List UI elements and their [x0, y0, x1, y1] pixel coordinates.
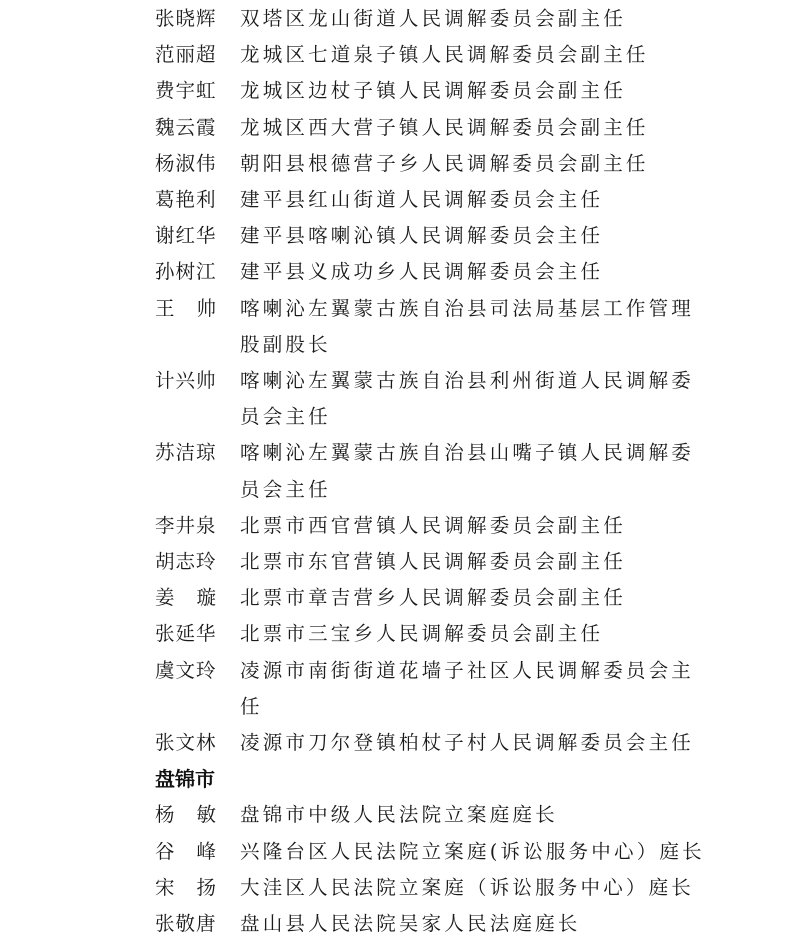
person-name — [155, 870, 217, 906]
person-name-char: 谷 — [155, 839, 176, 863]
list-item — [155, 616, 715, 652]
person-name-char: 宋 — [155, 875, 176, 899]
list-item — [155, 435, 715, 507]
person-name: 张延华 — [155, 622, 217, 646]
person-title: 兴隆台区人民法院立案庭(诉讼服务中心）庭长 — [240, 839, 705, 863]
person-title: 喀喇沁左翼蒙古族自治县山嘴子镇人民调解委员会主任 — [240, 441, 695, 501]
person-name: 胡志玲 — [155, 550, 217, 574]
person-title: 大洼区人民法院立案庭（诉讼服务中心）庭长 — [240, 875, 695, 899]
person-name: 李井泉 — [155, 513, 217, 537]
list-item — [155, 37, 715, 73]
person-name: 葛艳利 — [155, 188, 217, 212]
list-item — [155, 870, 715, 906]
person-name — [155, 580, 217, 616]
person-name-char: 姜 — [155, 586, 176, 610]
person-name: 范丽超 — [155, 43, 217, 67]
list-item — [155, 725, 715, 761]
list-item — [155, 544, 715, 580]
person-name: 张晓辉 — [155, 7, 217, 30]
person-name — [155, 834, 217, 870]
person-title: 北票市章吉营乡人民调解委员会副主任 — [240, 586, 626, 610]
person-name-char: 峰 — [196, 839, 217, 863]
person-title: 建平县义成功乡人民调解委员会主任 — [240, 260, 604, 284]
person-title: 双塔区龙山街道人民调解委员会副主任 — [240, 7, 626, 30]
list-item — [155, 1, 715, 37]
person-name: 计兴帅 — [155, 369, 217, 393]
person-title: 北票市东官营镇人民调解委员会副主任 — [240, 550, 626, 574]
list-item — [155, 906, 715, 942]
list-item — [155, 254, 715, 290]
person-name-char: 敏 — [196, 803, 217, 827]
person-name-char: 扬 — [196, 875, 217, 899]
person-title: 北票市西官营镇人民调解委员会副主任 — [240, 513, 626, 537]
person-name-char: 杨 — [155, 803, 176, 827]
list-item — [155, 834, 715, 870]
list-item — [155, 291, 715, 363]
person-name: 苏洁琼 — [155, 441, 217, 465]
person-title: 龙城区边杖子镇人民调解委员会副主任 — [240, 79, 626, 103]
person-name — [155, 797, 217, 833]
person-name: 费宇虹 — [155, 79, 217, 103]
person-title: 盘山县人民法院吴家人民法庭庭长 — [240, 912, 581, 936]
person-title: 凌源市刀尔登镇柏杖子村人民调解委员会主任 — [240, 731, 695, 755]
list-item — [155, 110, 715, 146]
list-item — [155, 73, 715, 109]
person-title: 建平县红山街道人民调解委员会主任 — [240, 188, 604, 212]
person-name: 谢红华 — [155, 224, 217, 248]
list-item — [155, 653, 715, 725]
person-name: 孙树江 — [155, 260, 217, 284]
person-name: 魏云霞 — [155, 115, 217, 139]
person-name: 杨淑伟 — [155, 151, 217, 175]
list-item — [155, 182, 715, 218]
person-title: 盘锦市中级人民法院立案庭庭长 — [240, 803, 558, 827]
list-item — [155, 508, 715, 544]
person-name — [155, 291, 217, 327]
person-name-char: 璇 — [196, 586, 217, 610]
person-name: 虞文玲 — [155, 658, 217, 682]
section-heading: 盘锦市 — [155, 767, 215, 792]
list-item — [155, 797, 715, 833]
list-item — [155, 146, 715, 182]
person-title: 建平县喀喇沁镇人民调解委员会主任 — [240, 224, 604, 248]
person-name: 张文林 — [155, 731, 217, 755]
person-name: 张敬唐 — [155, 912, 217, 936]
person-title: 朝阳县根德营子乡人民调解委员会副主任 — [240, 151, 649, 175]
person-title: 喀喇沁左翼蒙古族自治县司法局基层工作管理股副股长 — [240, 296, 695, 356]
person-title: 凌源市南街街道花墙子社区人民调解委员会主任 — [240, 658, 695, 718]
document-page — [155, 1, 715, 942]
list-item — [155, 218, 715, 254]
person-name-char: 王 — [155, 296, 176, 320]
list-item — [155, 580, 715, 616]
person-title: 龙城区西大营子镇人民调解委员会副主任 — [240, 115, 649, 139]
person-name-char: 帅 — [196, 296, 217, 320]
person-title: 龙城区七道泉子镇人民调解委员会副主任 — [240, 43, 649, 67]
person-title: 北票市三宝乡人民调解委员会副主任 — [240, 622, 604, 646]
person-title: 喀喇沁左翼蒙古族自治县利州街道人民调解委员会主任 — [240, 369, 695, 429]
list-item — [155, 363, 715, 435]
